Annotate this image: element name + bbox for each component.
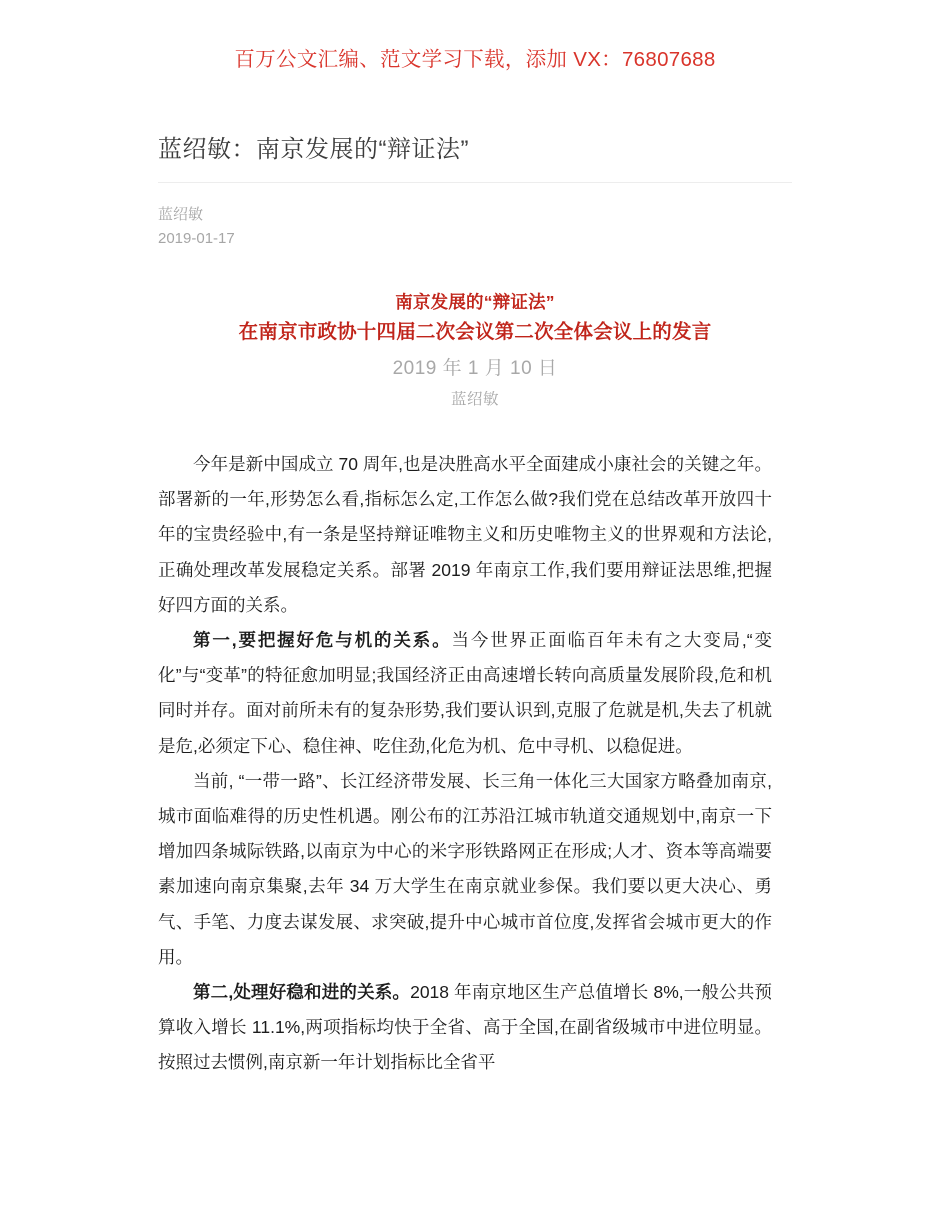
body-paragraph xyxy=(158,623,772,764)
paragraph-lead: 第二,处理好稳和进的关系。 xyxy=(193,982,411,1003)
paragraph-text: 今年是新中国成立 70 周年,也是决胜高水平全面建成小康社会的关键之年。部署新的一年,形势怎么看,指标怎么定,工作怎么做?我们党在总结改革开放四十年的宝贵经验中,有一条是坚持辩证唯物主义和历史唯物主义的世界观和方法论,正确处理改革发展稳定关系。部署 2019 年南京工作,我们要用辩证法思维,把握好四方面的关系。 xyxy=(158,454,772,615)
title-divider xyxy=(158,182,792,183)
body-paragraph xyxy=(158,447,772,623)
speech-date: 2019 年 1 月 10 日 xyxy=(392,358,558,379)
paragraph-text: 2018 年南京地区生产总值增长 8%,一般公共预算收入增长 11.1%,两项指标均快于全省、高于全国,在副省级城市中进位明显。按照过去惯例,南京新一年计划指标比全省平 xyxy=(158,982,772,1073)
speech-subtitle: 在南京市政协十四届二次会议第二次全体会议上的发言 xyxy=(238,321,712,343)
document-body xyxy=(158,447,772,1081)
page-title: 蓝绍敏：南京发展的“辩证法” xyxy=(158,136,469,163)
paragraph-lead: 第一,要把握好危与机的关系。 xyxy=(193,630,452,651)
paragraph-text: 当今世界正面临百年未有之大变局,“变化”与“变革”的特征愈加明显;我国经济正由高速增长转向高质量发展阶段,危和机同时并存。面对前所未有的复杂形势,我们要认识到,克服了危就是机,失去了机就是危,必须定下心、稳住神、吃住劲,化危为机、危中寻机、以稳促进。 xyxy=(158,630,772,756)
body-paragraph xyxy=(158,975,772,1081)
document-heading-block xyxy=(0,288,950,414)
article-header xyxy=(158,130,792,251)
paragraph-text: 当前, “一带一路”、长江经济带发展、长三角一体化三大国家方略叠加南京,城市面临难得的历史性机遇。刚公布的江苏沿江城市轨道交通规划中,南京一下增加四条城际铁路,以南京为中心的米字形铁路网正在形成;人才、资本等高端要素加速向南京集聚,去年 34 万大学生在南京就业参保。我们要以更大决心、勇气、手笔、力度去谋发展、求突破,提升中心城市首位度,发挥省会城市更大的作用。 xyxy=(158,770,772,967)
speech-title: 南京发展的“辩证法” xyxy=(395,292,555,312)
promo-watermark: 百万公文汇编、范文学习下载，添加 VX：76807688 xyxy=(234,48,716,71)
body-paragraph xyxy=(158,764,772,975)
byline-date: 2019-01-17 xyxy=(158,230,235,247)
byline-author: 蓝绍敏 xyxy=(158,206,204,223)
byline xyxy=(158,203,792,251)
speech-author: 蓝绍敏 xyxy=(450,391,499,408)
